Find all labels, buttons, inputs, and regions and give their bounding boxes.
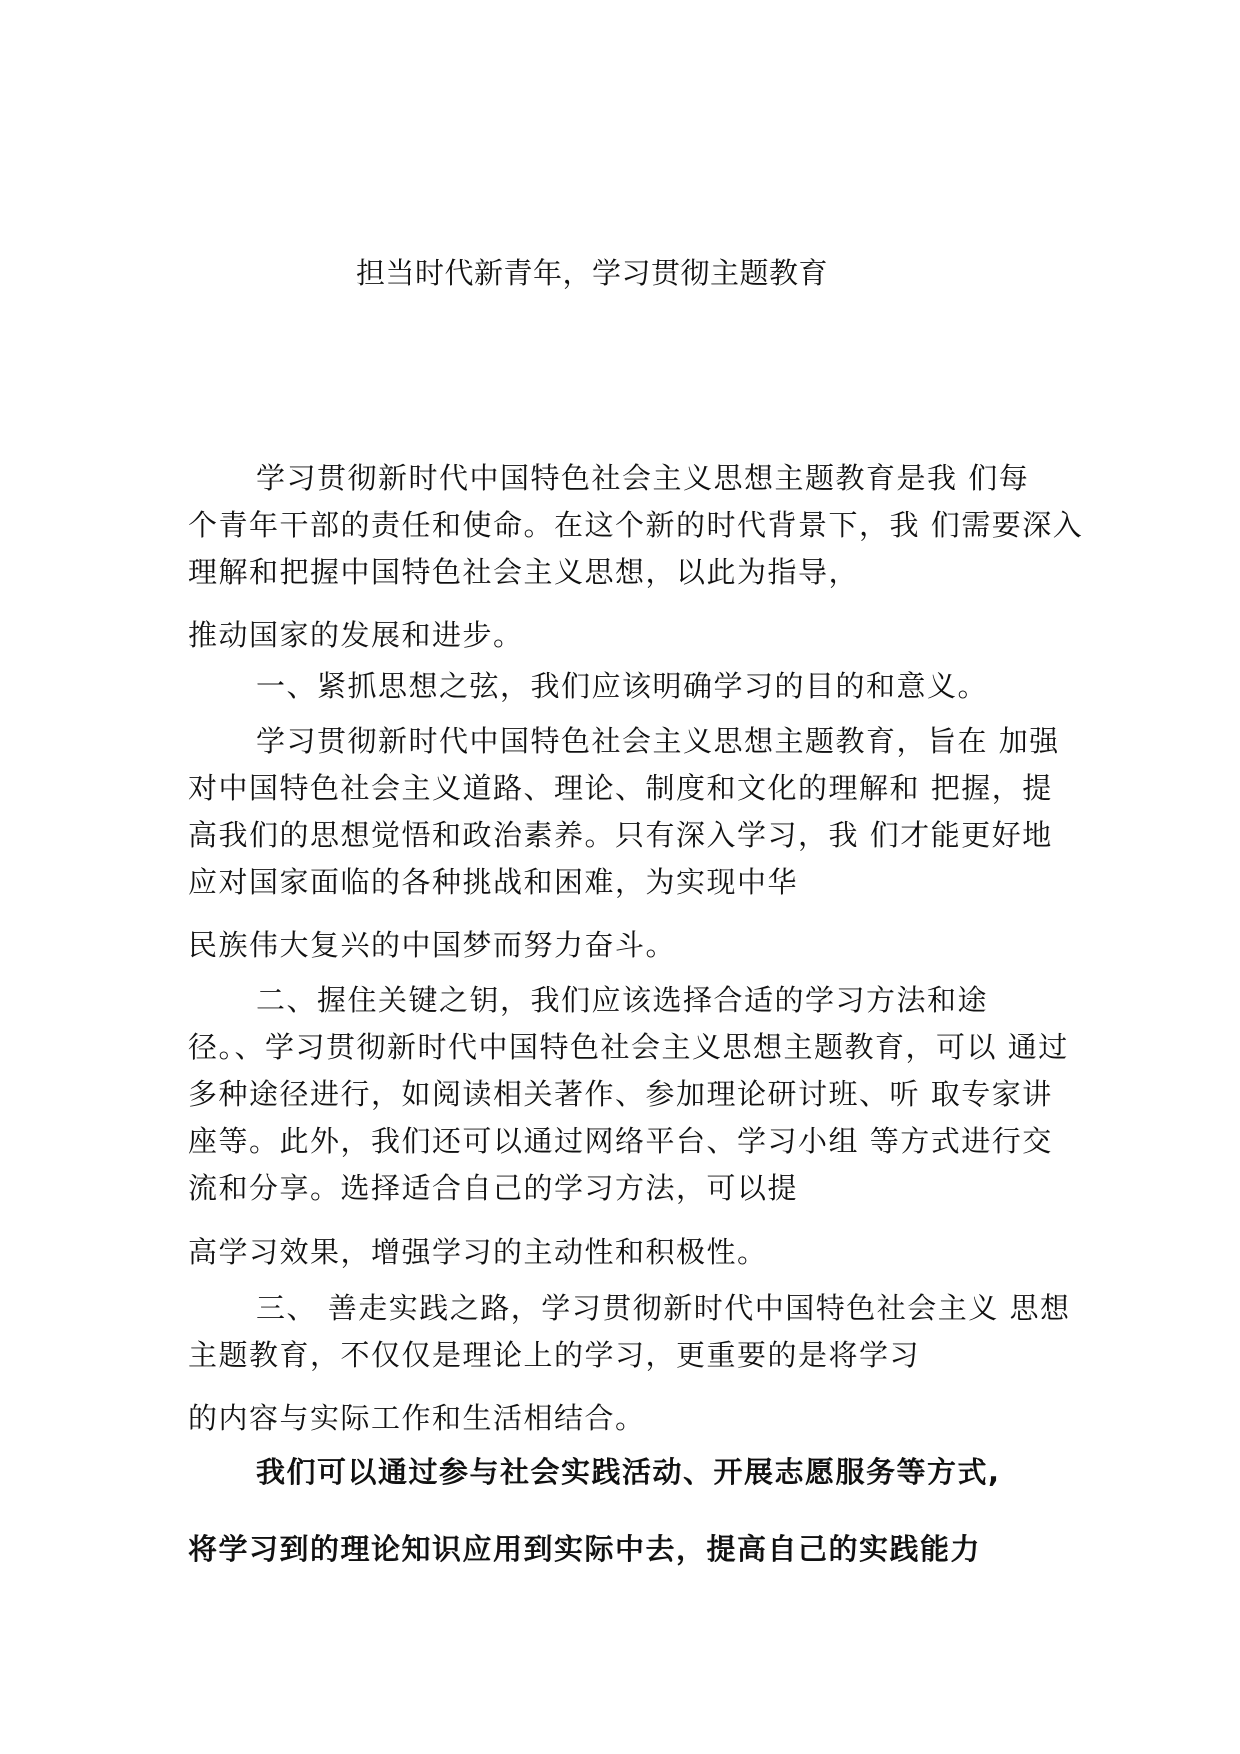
section-heading: 二、握住关键之钥，我们应该选择合适的学习方法和途	[256, 983, 989, 1017]
section-heading: 一、紧抓思想之弦，我们应该明确学习的目的和意义。	[256, 669, 989, 703]
paragraph-line: 流和分享。选择适合自己的学习方法，可以提	[188, 1171, 799, 1205]
paragraph-line: 高我们的思想觉悟和政治素养。只有深入学习，我 们才能更好地	[188, 818, 1053, 852]
paragraph-line: 多种途径进行，如阅读相关著作、参加理论研讨班、听 取专家讲	[188, 1077, 1053, 1111]
paragraph-line: 学习贯彻新时代中国特色社会主义思想主题教育是我 们每	[256, 461, 1030, 495]
paragraph-line: 我们可以通过参与社会实践活动、开展志愿服务等方式,	[256, 1455, 1001, 1489]
paragraph-line: 高学习效果，增强学习的主动性和积极性。	[188, 1235, 768, 1269]
paragraph-line: 个青年干部的责任和使命。在这个新的时代背景下，我 们需要深入	[188, 508, 1084, 542]
paragraph-line: 推动国家的发展和进步。	[188, 618, 524, 652]
paragraph-line: 理解和把握中国特色社会主义思想，以此为指导，	[188, 555, 860, 589]
paragraph-line: 径。、学习贯彻新时代中国特色社会主义思想主题教育，可以 通过	[188, 1030, 1069, 1064]
paragraph-line: 将学习到的理论知识应用到实际中去，提高自己的实践能力	[188, 1532, 982, 1566]
paragraph-line: 对中国特色社会主义道路、理论、制度和文化的理解和 把握，提	[188, 771, 1053, 805]
document-title: 担当时代新青年，学习贯彻主题教育	[356, 256, 829, 290]
paragraph-line: 应对国家面临的各种挑战和困难，为实现中华	[188, 865, 799, 899]
paragraph-line: 主题教育，不仅仅是理论上的学习，更重要的是将学习	[188, 1338, 921, 1372]
paragraph-line: 座等。此外，我们还可以通过网络平台、学习小组 等方式进行交	[188, 1124, 1053, 1158]
paragraph-line: 学习贯彻新时代中国特色社会主义思想主题教育，旨在 加强	[256, 724, 1060, 758]
section-heading: 三、 善走实践之路，学习贯彻新时代中国特色社会主义 思想	[256, 1291, 1071, 1325]
paragraph-line: 的内容与实际工作和生活相结合。	[188, 1401, 646, 1435]
paragraph-line: 民族伟大复兴的中国梦而努力奋斗。	[188, 928, 677, 962]
